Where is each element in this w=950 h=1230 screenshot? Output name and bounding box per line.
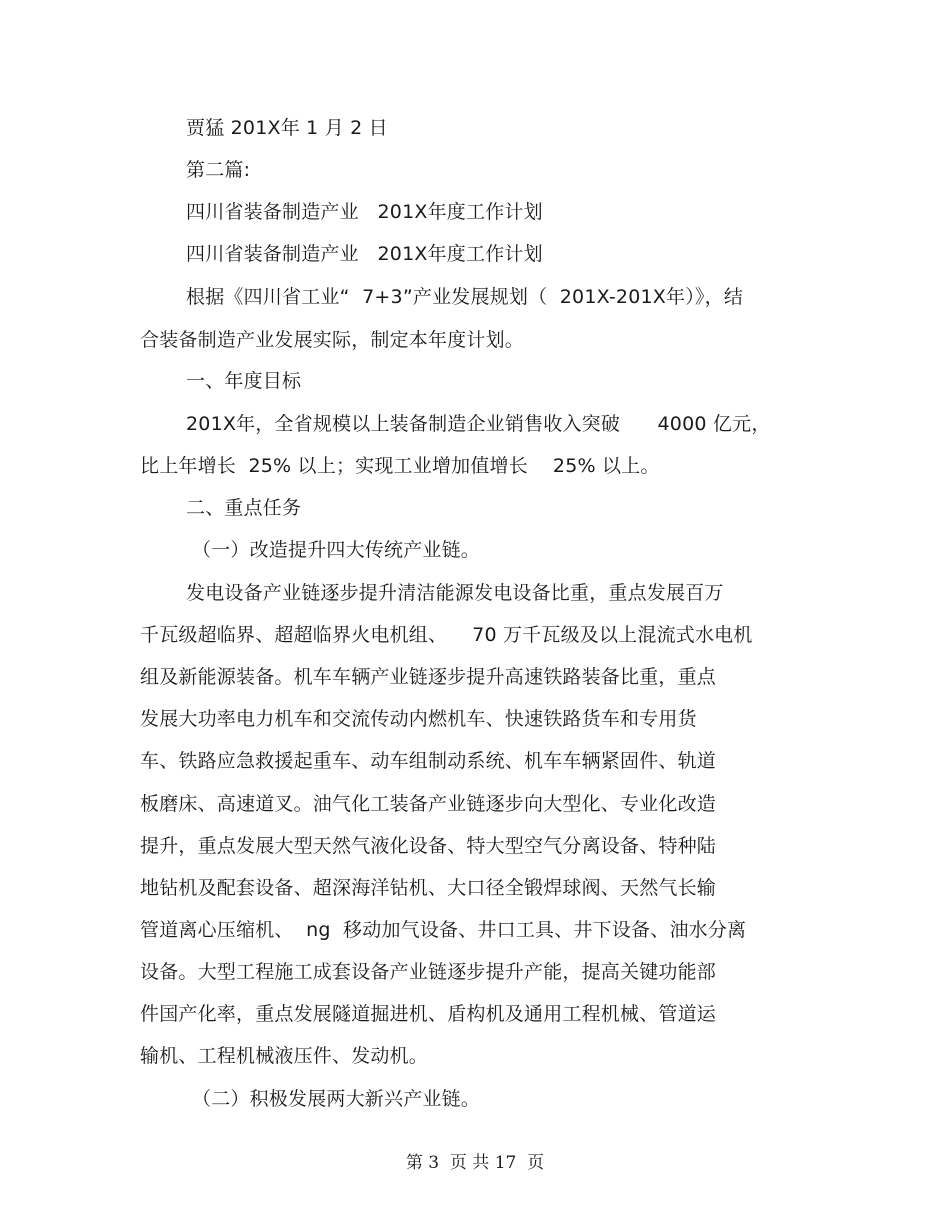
heading-key-tasks: 二、重点任务 — [186, 497, 302, 519]
document-title: 四川省装备制造产业 201X年度工作计划 — [186, 201, 543, 223]
page-number-footer: 第 3 页 共 17 页 — [405, 1153, 545, 1173]
paragraph-line: 提升，重点发展大型天然气液化设备、特大型空气分离设备、特种陆 — [140, 835, 717, 857]
document-title-repeat: 四川省装备制造产业 201X年度工作计划 — [186, 243, 543, 265]
paragraph-line: 设备。大型工程施工成套设备产业链逐步提升产能，提高关键功能部 — [140, 961, 717, 983]
paragraph-line: 组及新能源装备。机车车辆产业链逐步提升高速铁路装备比重，重点 — [140, 666, 717, 688]
subheading-traditional-chains: （一）改造提升四大传统产业链。 — [192, 539, 481, 561]
heading-annual-target: 一、年度目标 — [186, 370, 302, 392]
paragraph-line: 车、铁路应急救援起重车、动车组制动系统、机车车辆紧固件、轨道 — [140, 750, 717, 772]
paragraph-line: 板磨床、高速道叉。油气化工装备产业链逐步向大型化、专业化改造 — [140, 793, 717, 815]
paragraph-line: 合装备制造产业发展实际，制定本年度计划。 — [140, 329, 525, 351]
subheading-emerging-chains: （二）积极发展两大新兴产业链。 — [192, 1088, 481, 1110]
paragraph-line: 根据《四川省工业“ 7+3”产业发展规划（ 201X-201X年）》，结 — [186, 286, 744, 308]
paragraph-line: 发电设备产业链逐步提升清洁能源发电设备比重，重点发展百万 — [186, 582, 724, 604]
paragraph-line: 比上年增长 25% 以上；实现工业增加值增长 25% 以上。 — [140, 455, 660, 477]
section-heading: 第二篇: — [186, 159, 251, 181]
signature-date-line: 贾猛 201X年 1 月 2 日 — [186, 117, 388, 139]
paragraph-line: 输机、工程机械液压件、发动机。 — [140, 1045, 429, 1067]
paragraph-line: 件国产化率，重点发展隧道掘进机、盾构机及通用工程机械、管道运 — [140, 1003, 717, 1025]
paragraph-line: 管道离心压缩机、 ng 移动加气设备、井口工具、井下设备、油水分离 — [140, 919, 747, 941]
paragraph-line: 201X年，全省规模以上装备制造企业销售收入突破 4000 亿元， — [186, 413, 771, 435]
paragraph-line: 发展大功率电力机车和交流传动内燃机车、快速铁路货车和专用货 — [140, 708, 697, 730]
paragraph-line: 地钻机及配套设备、超深海洋钻机、大口径全锻焊球阀、天然气长输 — [140, 877, 717, 899]
paragraph-line: 千瓦级超临界、超超临界火电机组、 70 万千瓦级及以上混流式水电机 — [140, 624, 753, 646]
